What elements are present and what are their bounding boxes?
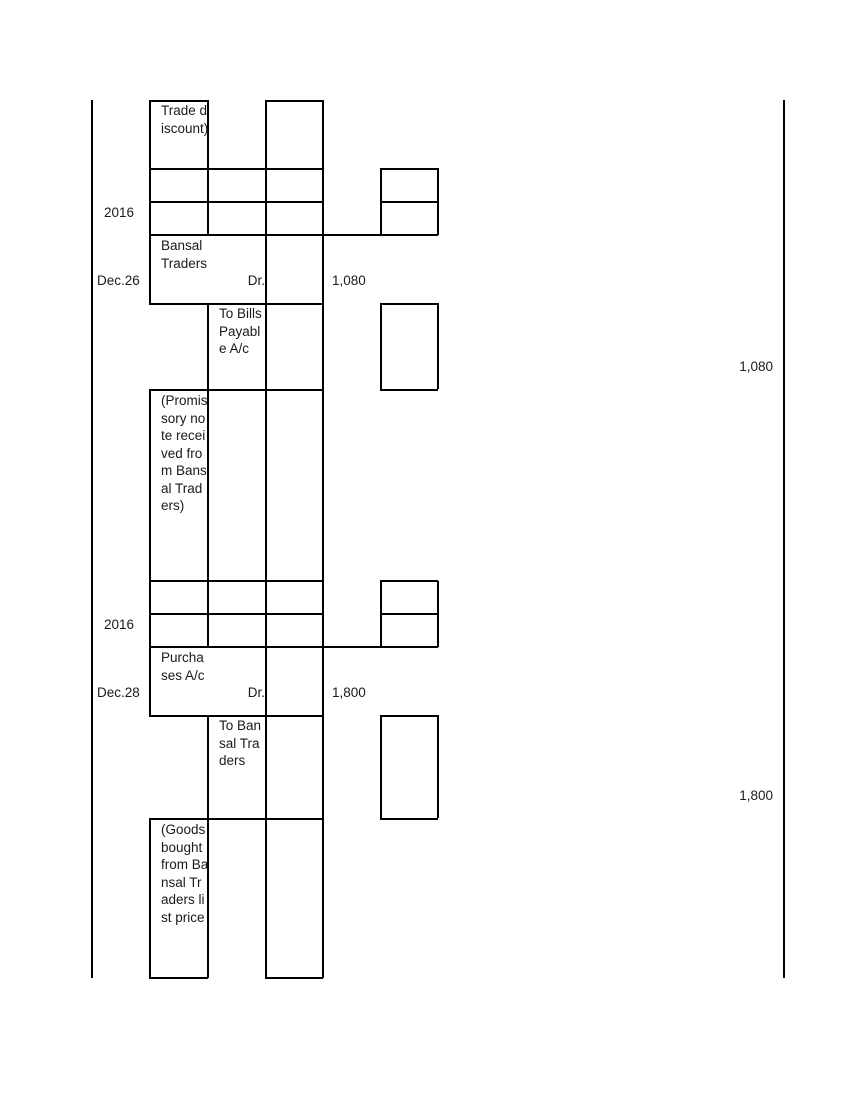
grid-line bbox=[380, 168, 438, 170]
credit-amount: 1,080 bbox=[739, 359, 773, 374]
grid-line bbox=[380, 303, 382, 389]
dr-marker: Dr. bbox=[247, 273, 265, 288]
grid-line bbox=[380, 715, 382, 818]
grid-line bbox=[149, 389, 323, 391]
narration-cell: (Goods bought from Bansal Traders list price bbox=[161, 822, 209, 925]
entry-year: 2016 bbox=[104, 617, 135, 632]
grid-line bbox=[149, 977, 208, 979]
grid-line bbox=[149, 234, 438, 236]
left-border bbox=[91, 100, 93, 978]
grid-line bbox=[207, 715, 209, 818]
grid-line bbox=[437, 303, 439, 389]
grid-line bbox=[380, 613, 438, 615]
grid-line bbox=[265, 977, 323, 979]
grid-line bbox=[149, 646, 438, 648]
grid-line bbox=[149, 168, 151, 303]
right-border bbox=[783, 100, 785, 978]
narration-cell: (Promissory note received from Bansal Traders) bbox=[161, 393, 208, 513]
credit-account: To Bansal Traders bbox=[219, 718, 262, 768]
debit-amount: 1,800 bbox=[332, 685, 366, 700]
grid-line bbox=[265, 100, 267, 978]
grid-line bbox=[149, 581, 151, 715]
grid-line bbox=[149, 818, 151, 978]
dr-marker: Dr. bbox=[247, 685, 265, 700]
grid-line bbox=[149, 201, 323, 203]
grid-line bbox=[149, 580, 323, 582]
grid-line bbox=[149, 100, 151, 168]
credit-amount: 1,800 bbox=[739, 788, 773, 803]
grid-line bbox=[437, 715, 439, 818]
credit-account: To Bills Payable A/c bbox=[219, 306, 262, 356]
grid-line bbox=[380, 818, 438, 820]
grid-line bbox=[380, 303, 438, 305]
grid-line bbox=[322, 100, 324, 978]
grid-line bbox=[265, 100, 323, 102]
grid-line bbox=[149, 389, 151, 581]
grid-line bbox=[380, 580, 438, 582]
grid-line bbox=[380, 201, 438, 203]
grid-line bbox=[149, 818, 323, 820]
grid-line bbox=[149, 613, 323, 615]
entry-year: 2016 bbox=[104, 205, 135, 220]
grid-line bbox=[380, 389, 438, 391]
entry-date: Dec.28 bbox=[97, 685, 140, 700]
narration-cell: Trade discount) bbox=[161, 103, 209, 136]
debit-account: Purchases A/c bbox=[161, 650, 205, 683]
grid-line bbox=[380, 715, 438, 717]
debit-amount: 1,080 bbox=[332, 273, 366, 288]
debit-account: Bansal Traders bbox=[161, 238, 208, 271]
grid-line bbox=[149, 168, 323, 170]
entry-date: Dec.26 bbox=[97, 273, 140, 288]
